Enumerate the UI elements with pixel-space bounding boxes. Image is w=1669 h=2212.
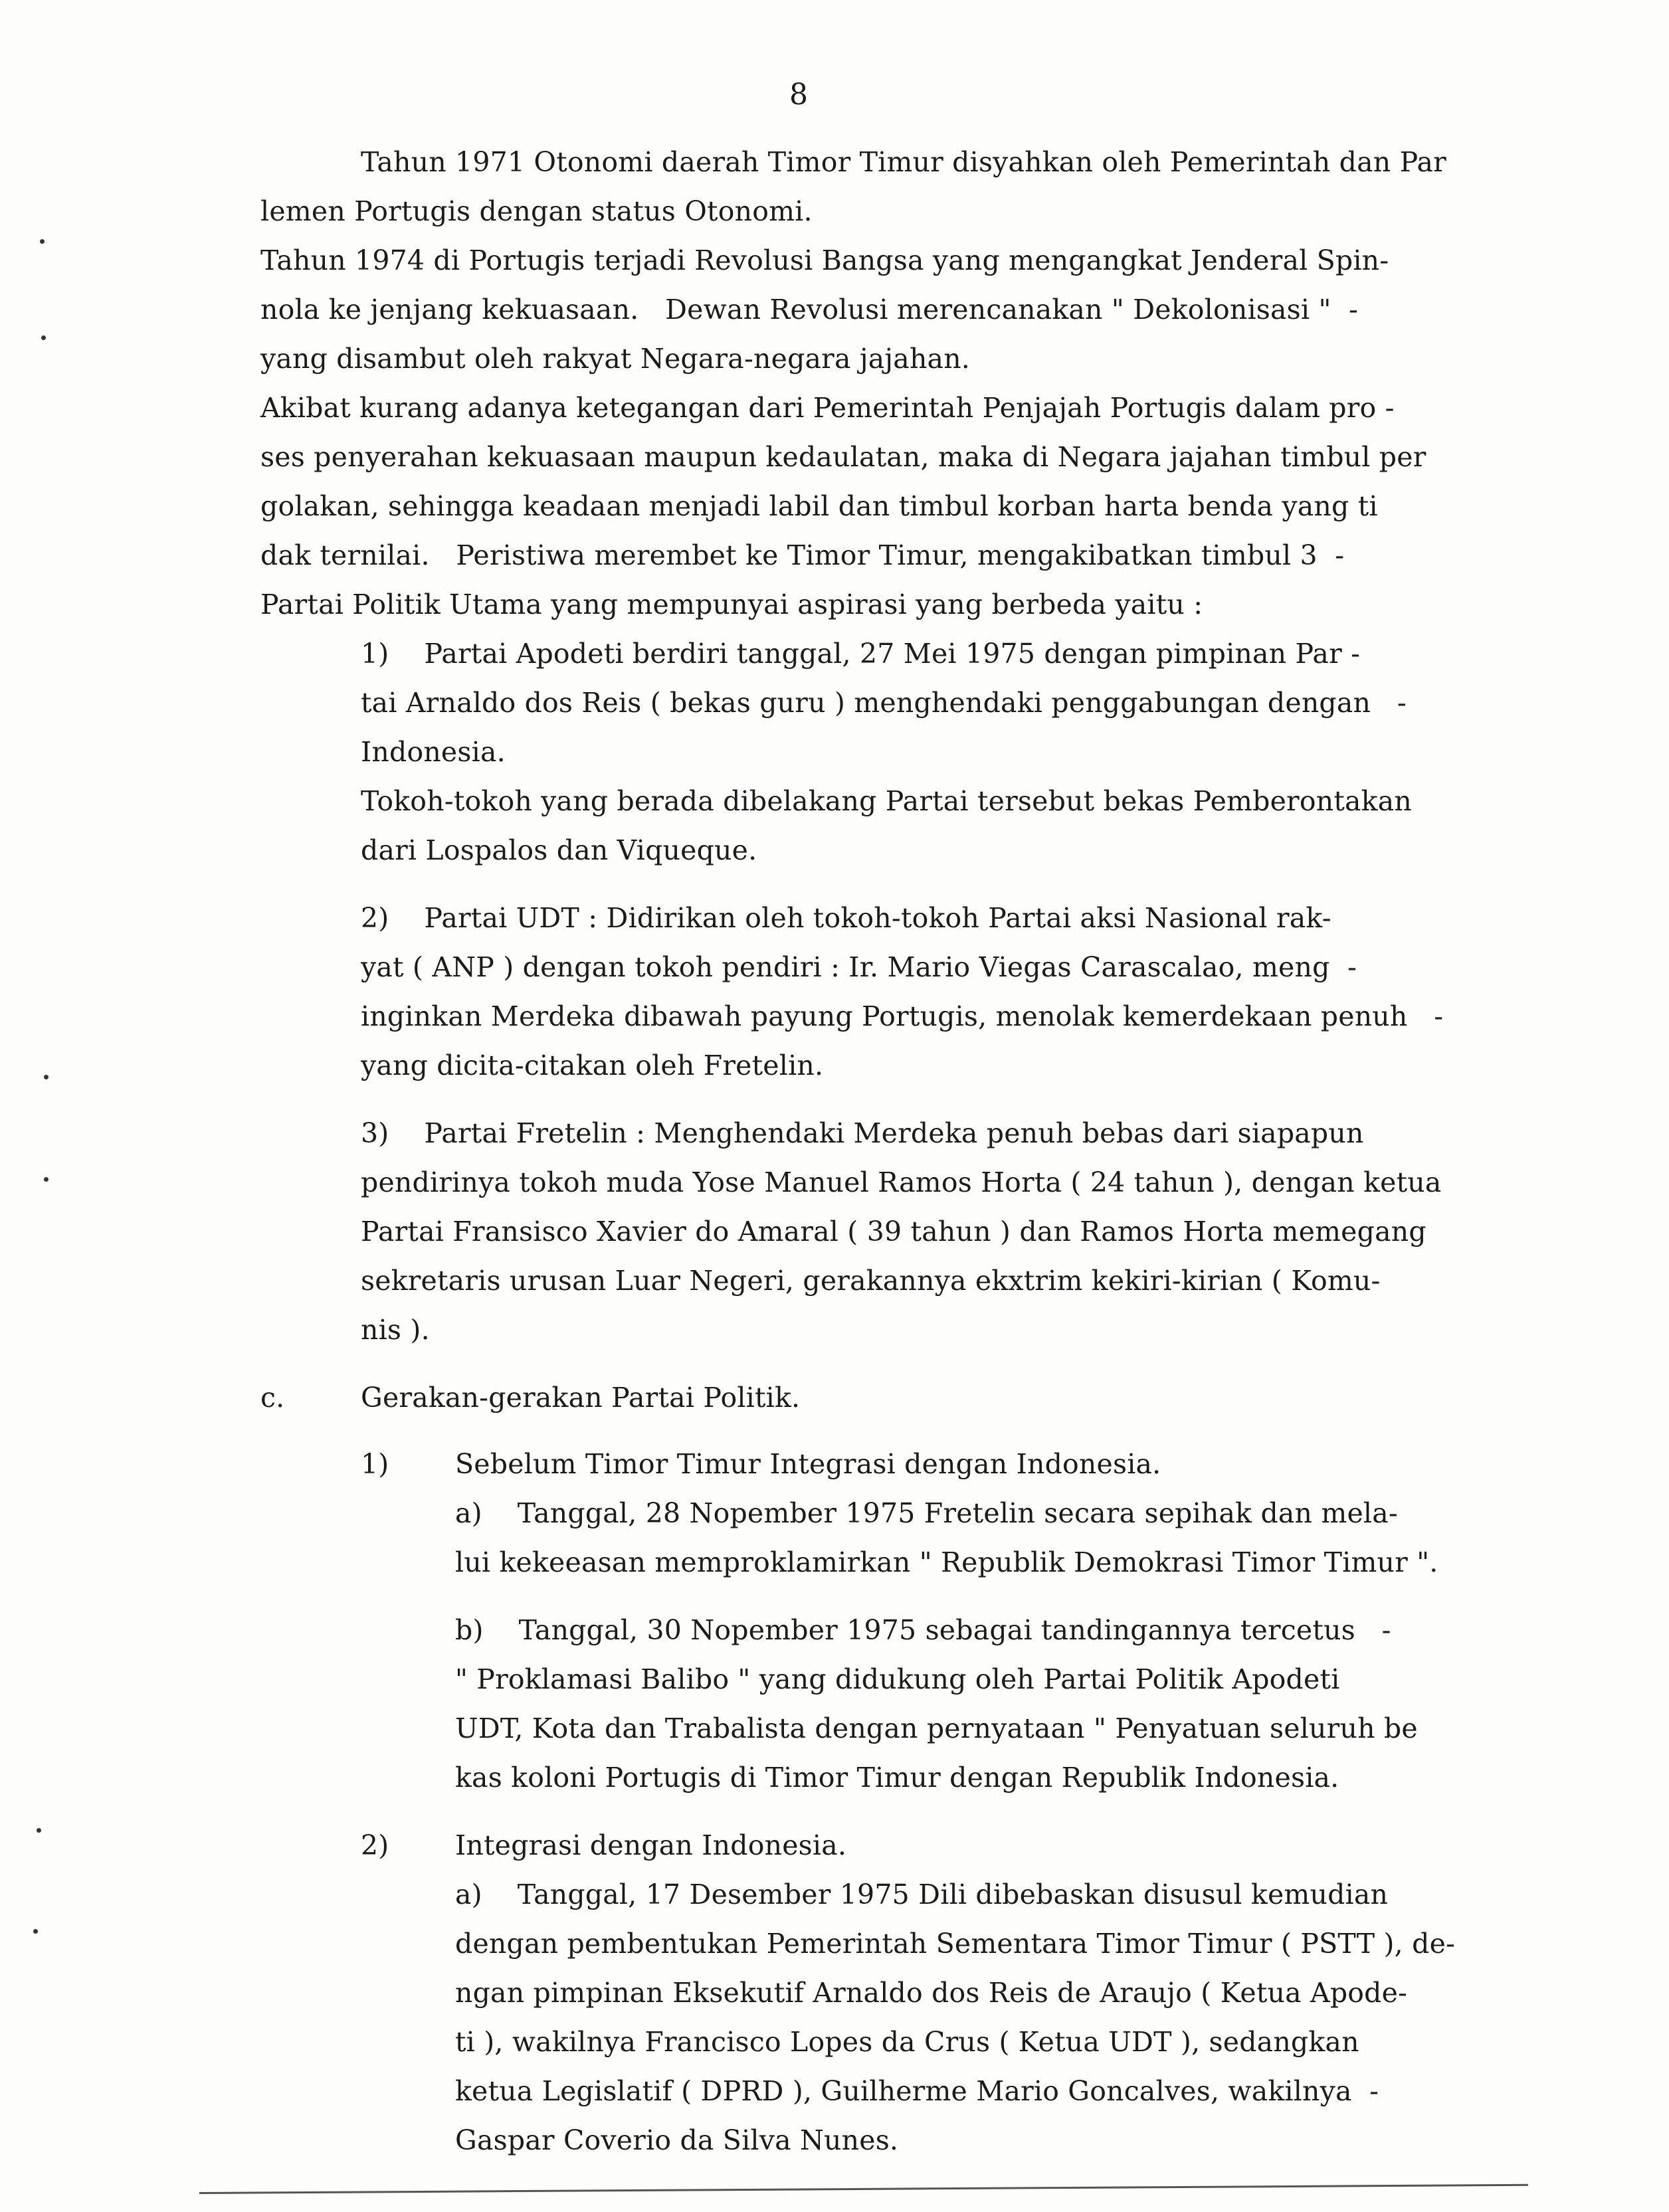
list-item-line: b) Tanggal, 30 Nopember 1975 sebagai tandingannya tercetus - — [455, 1614, 1391, 1646]
list-item-line: Indonesia. — [361, 736, 506, 768]
list-number: 2) — [361, 1829, 389, 1861]
scan-speck — [37, 1828, 41, 1833]
paragraph-line: ses penyerahan kekuasaan maupun kedaulatan, maka di Negara jajahan timbul per — [260, 441, 1426, 473]
list-number: 1) — [361, 1448, 389, 1480]
list-item-line: Partai Fransisco Xavier do Amaral ( 39 tahun ) dan Ramos Horta memegang — [361, 1216, 1426, 1247]
section-heading: Gerakan-gerakan Partai Politik. — [361, 1382, 801, 1414]
list-item-line: inginkan Merdeka dibawah payung Portugis, menolak kemerdekaan penuh - — [361, 1000, 1444, 1032]
list-item-line: " Proklamasi Balibo " yang didukung oleh Partai Politik Apodeti — [455, 1663, 1340, 1695]
bottom-rule — [199, 2184, 1528, 2194]
list-item-line: dari Lospalos dan Viqueque. — [361, 834, 757, 866]
scan-speck — [41, 335, 46, 340]
list-item-line: lui kekeeasan memproklamirkan " Republik Demokrasi Timor Timur ". — [455, 1546, 1438, 1578]
paragraph-line: lemen Portugis dengan status Otonomi. — [260, 195, 813, 227]
list-item-line: 2) Partai UDT : Didirikan oleh tokoh-tokoh Partai aksi Nasional rak- — [361, 902, 1331, 934]
list-item-line: 3) Partai Fretelin : Menghendaki Merdeka penuh bebas dari siapapun — [361, 1117, 1364, 1149]
list-item-line: yang dicita-citakan oleh Fretelin. — [361, 1050, 824, 1081]
paragraph-line: nola ke jenjang kekuasaan. Dewan Revolusi merencanakan " Dekolonisasi " - — [260, 294, 1359, 325]
list-item-line: tai Arnaldo dos Reis ( bekas guru ) menghendaki penggabungan dengan - — [361, 687, 1407, 719]
list-item-line: nis ). — [361, 1314, 430, 1346]
list-item-line: pendirinya tokoh muda Yose Manuel Ramos Horta ( 24 tahun ), dengan ketua — [361, 1166, 1442, 1198]
list-item-line: yat ( ANP ) dengan tokoh pendiri : Ir. Mario Viegas Carascalao, meng - — [361, 951, 1357, 983]
list-item-line: a) Tanggal, 17 Desember 1975 Dili dibebaskan disusul kemudian — [455, 1879, 1389, 1910]
list-item-line: 1) Partai Apodeti berdiri tanggal, 27 Mei 1975 dengan pimpinan Par - — [361, 638, 1361, 670]
scan-speck — [33, 1929, 38, 1934]
list-item-line: dengan pembentukan Pemerintah Sementara Timor Timur ( PSTT ), de- — [455, 1928, 1456, 1960]
list-item-line: Tokoh-tokoh yang berada dibelakang Partai tersebut bekas Pemberontakan — [361, 785, 1412, 817]
list-item-line: Gaspar Coverio da Silva Nunes. — [455, 2124, 899, 2156]
list-item-line: ti ), wakilnya Francisco Lopes da Crus ( Ketua UDT ), sedangkan — [455, 2026, 1359, 2058]
page-number: 8 — [789, 78, 808, 112]
paragraph-line: Partai Politik Utama yang mempunyai aspirasi yang berbeda yaitu : — [260, 589, 1203, 620]
paragraph-line: yang disambut oleh rakyat Negara-negara jajahan. — [260, 343, 971, 375]
paragraph-line: Akibat kurang adanya ketegangan dari Pemerintah Penjajah Portugis dalam pro - — [260, 392, 1395, 424]
scan-speck — [40, 239, 45, 244]
subsection-heading: Sebelum Timor Timur Integrasi dengan Indonesia. — [455, 1448, 1161, 1480]
paragraph-line: Tahun 1974 di Portugis terjadi Revolusi Bangsa yang mengangkat Jenderal Spin- — [260, 244, 1389, 276]
paragraph-line: Tahun 1971 Otonomi daerah Timor Timur disyahkan oleh Pemerintah dan Par — [361, 146, 1446, 178]
paragraph-line: golakan, sehingga keadaan menjadi labil dan timbul korban harta benda yang ti — [260, 490, 1378, 522]
scan-speck — [44, 1075, 49, 1079]
list-item-line: a) Tanggal, 28 Nopember 1975 Fretelin secara sepihak dan mela- — [455, 1497, 1398, 1529]
subsection-heading: Integrasi dengan Indonesia. — [455, 1829, 847, 1861]
list-item-line: kas koloni Portugis di Timor Timur dengan Republik Indonesia. — [455, 1762, 1339, 1794]
list-item-line: sekretaris urusan Luar Negeri, gerakannya ekxtrim kekiri-kirian ( Komu- — [361, 1265, 1381, 1297]
scan-speck — [44, 1177, 49, 1182]
section-marker: c. — [260, 1382, 285, 1414]
list-item-line: ketua Legislatif ( DPRD ), Guilherme Mario Goncalves, wakilnya - — [455, 2075, 1379, 2107]
list-item-line: UDT, Kota dan Trabalista dengan pernyataan " Penyatuan seluruh be — [455, 1712, 1418, 1744]
list-item-line: ngan pimpinan Eksekutif Arnaldo dos Reis de Araujo ( Ketua Apode- — [455, 1977, 1408, 2009]
paragraph-line: dak ternilai. Peristiwa merembet ke Timor Timur, mengakibatkan timbul 3 - — [260, 539, 1345, 571]
